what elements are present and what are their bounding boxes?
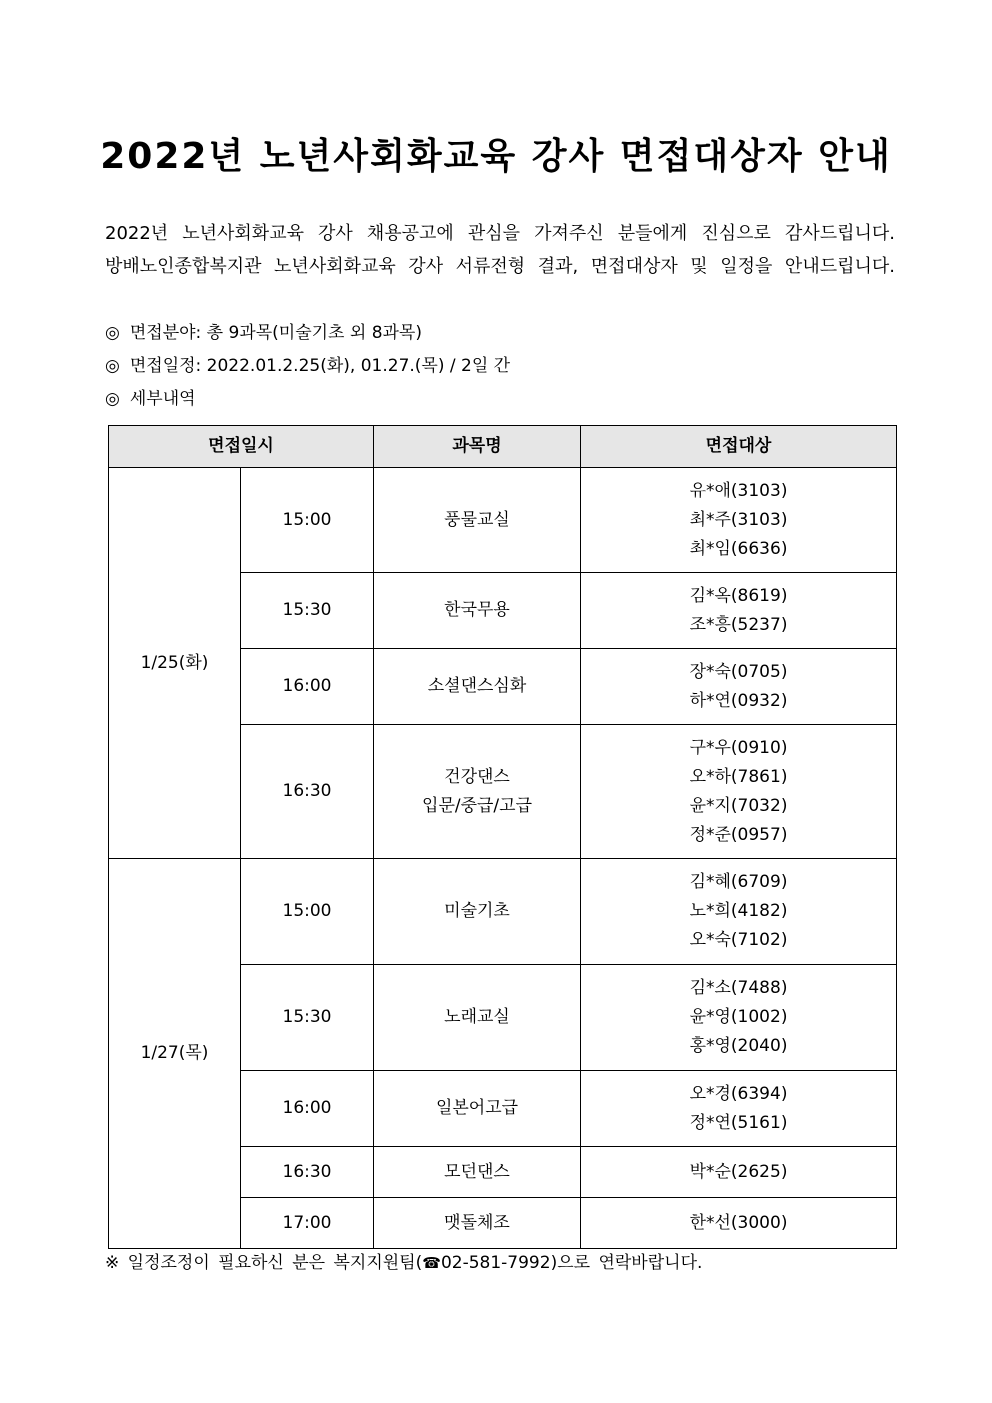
schedule-body — [109, 468, 897, 1249]
candidate-name: 김*소(7488) — [689, 978, 788, 998]
phone-number: 02-581-7992 — [440, 1253, 551, 1273]
bullet-field-text: 면접분야: 총 9과목(미술기초 외 8과목) — [129, 323, 422, 343]
subject-line: 모던댄스 — [444, 1161, 510, 1182]
candidate-name: 최*주(3103) — [689, 509, 788, 530]
candidate-name: 오*하(7861) — [689, 766, 788, 787]
candidate-name: 김*옥(8619) — [689, 585, 788, 606]
subject-line: 한국무용 — [444, 600, 510, 620]
candidate-name: 정*준(0957) — [689, 824, 788, 845]
time-cell: 16:00 — [241, 649, 374, 725]
page-title: 2022년 노년사회화교육 강사 면접대상자 안내 — [100, 136, 892, 177]
subject-line: 건강댄스 — [444, 766, 510, 787]
time-cell: 15:00 — [241, 859, 374, 965]
subject-line: 소셜댄스심화 — [427, 676, 527, 696]
header-target: 면접대상 — [581, 426, 897, 468]
target-cell — [581, 725, 897, 859]
candidate-name: 홍*영(2040) — [689, 1036, 788, 1056]
bullet-schedule-text: 면접일정: 2022.01.2.25(화), 01.27.(목) / 2일 간 — [129, 356, 511, 376]
candidate-name: 정*연(5161) — [689, 1112, 788, 1133]
date-cell: 1/27(목) — [109, 859, 241, 1249]
subject-line: 미술기초 — [444, 901, 510, 921]
candidate-name: 박*순(2625) — [689, 1161, 788, 1182]
table-row — [109, 859, 897, 965]
candidate-name: 김*혜(6709) — [689, 872, 788, 892]
candidate-name: 오*숙(7102) — [689, 930, 788, 950]
time-cell: 17:00 — [241, 1198, 374, 1249]
target-cell — [581, 1071, 897, 1147]
note-text-before: 일정조정이 필요하신 분은 복지지원팀( — [127, 1253, 423, 1273]
subject-cell — [374, 965, 581, 1071]
bullet-detail — [105, 384, 196, 409]
bullet-detail-text: 세부내역 — [129, 389, 196, 409]
candidate-name: 최*임(6636) — [689, 538, 788, 559]
intro-line-2: 방배노인종합복지관 노년사회화교육 강사 서류전형 결과, 면접대상자 및 일정을 안내드립니다. — [105, 256, 895, 277]
subject-cell — [374, 1147, 581, 1198]
note-text-after: )으로 연락바랍니다. — [550, 1253, 703, 1273]
intro-line-1: 2022년 노년사회화교육 강사 채용공고에 관심을 가져주신 분들에게 진심으로 감사드립니다. — [105, 223, 895, 244]
subject-line: 입문/중급/고급 — [422, 795, 533, 816]
subject-cell — [374, 573, 581, 649]
subject-cell — [374, 859, 581, 965]
target-cell — [581, 1147, 897, 1198]
bullet-schedule — [105, 351, 510, 376]
time-cell: 16:00 — [241, 1071, 374, 1147]
candidate-name: 노*희(4182) — [689, 901, 788, 921]
candidate-name: 유*애(3103) — [689, 480, 788, 501]
target-cell — [581, 573, 897, 649]
header-datetime: 면접일시 — [109, 426, 374, 468]
date-cell: 1/25(화) — [109, 468, 241, 859]
subject-cell — [374, 1071, 581, 1147]
subject-line: 일본어고급 — [435, 1098, 519, 1118]
subject-cell — [374, 468, 581, 573]
candidate-name: 한*선(3000) — [689, 1212, 788, 1233]
target-cell — [581, 1198, 897, 1249]
bullet-field — [105, 318, 422, 343]
subject-cell — [374, 1198, 581, 1249]
double-circle-icon: ◎ — [105, 323, 120, 343]
candidate-name: 구*우(0910) — [689, 737, 788, 758]
target-cell — [581, 965, 897, 1071]
subject-line: 풍물교실 — [444, 509, 510, 530]
double-circle-icon: ◎ — [105, 389, 120, 409]
subject-cell — [374, 649, 581, 725]
time-cell: 16:30 — [241, 725, 374, 859]
phone-icon: ☎ — [422, 1254, 441, 1272]
candidate-name: 윤*지(7032) — [689, 795, 788, 816]
contact-note — [105, 1248, 702, 1273]
target-cell — [581, 649, 897, 725]
subject-line: 맷돌체조 — [444, 1212, 510, 1233]
time-cell: 15:30 — [241, 965, 374, 1071]
target-cell — [581, 859, 897, 965]
candidate-name: 하*연(0932) — [689, 690, 788, 711]
reference-mark: ※ — [105, 1253, 120, 1273]
subject-cell — [374, 725, 581, 859]
time-cell: 15:30 — [241, 573, 374, 649]
time-cell: 15:00 — [241, 468, 374, 573]
candidate-name: 장*숙(0705) — [689, 661, 788, 682]
time-cell: 16:30 — [241, 1147, 374, 1198]
schedule-table — [108, 425, 897, 1249]
candidate-name: 윤*영(1002) — [689, 1007, 788, 1027]
candidate-name: 조*흥(5237) — [689, 614, 788, 635]
table-header-row — [109, 426, 897, 468]
target-cell — [581, 468, 897, 573]
candidate-name: 오*경(6394) — [689, 1083, 788, 1104]
table-row — [109, 468, 897, 573]
subject-line: 노래교실 — [444, 1007, 510, 1027]
double-circle-icon: ◎ — [105, 356, 120, 376]
header-subject: 과목명 — [374, 426, 581, 468]
